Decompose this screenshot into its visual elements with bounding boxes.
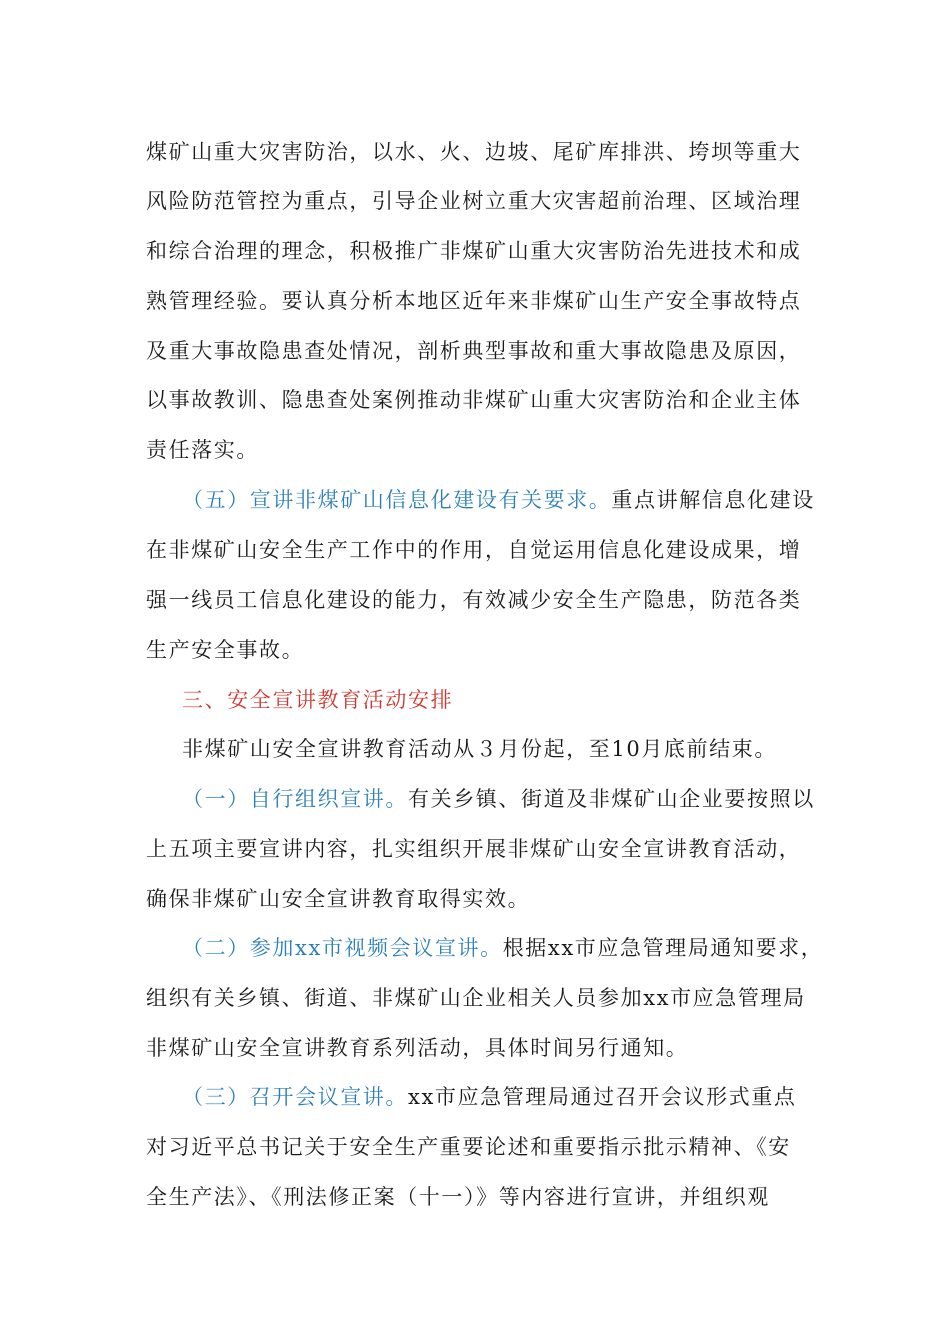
section-heading-3: （三）召开会议宣讲。 <box>182 1085 408 1109</box>
body-line: 非煤矿山安全宣讲教育活动从３月份起，至10月底前结束。 <box>182 737 777 761</box>
body-line: 煤矿山重大灾害防治，以水、火、边坡、尾矿库排洪、垮坝等重大 <box>146 140 802 164</box>
body-line: 及重大事故隐患查处情况，剖析典型事故和重大事故隐患及原因， <box>146 339 802 363</box>
body-line: 上五项主要宣讲内容，扎实组织开展非煤矿山安全宣讲教育活动， <box>146 837 802 861</box>
body-line: 在非煤矿山安全生产工作中的作用，自觉运用信息化建设成果，增 <box>146 538 802 562</box>
section-paragraph-3: （三）召开会议宣讲。xx市应急管理局通过召开会议形式重点 <box>182 1085 797 1109</box>
body-line: 确保非煤矿山安全宣讲教育取得实效。 <box>146 887 531 911</box>
body-line: 对习近平总书记关于安全生产重要论述和重要指示批示精神、《安 <box>146 1135 791 1159</box>
body-line: 生产安全事故。 <box>146 638 305 662</box>
body-line: 强一线员工信息化建设的能力，有效减少安全生产隐患，防范各类 <box>146 588 802 612</box>
body-line: 风险防范管控为重点，引导企业树立重大灾害超前治理、区域治理 <box>146 189 802 213</box>
section-heading-2: （二）参加xx市视频会议宣讲。 <box>182 936 503 960</box>
body-line: 责任落实。 <box>146 438 259 462</box>
section-paragraph-1: （一）自行组织宣讲。有关乡镇、街道及非煤矿山企业要按照以 <box>182 787 815 811</box>
section-paragraph-5: （五）宣讲非煤矿山信息化建设有关要求。重点讲解信息化建设 <box>182 488 815 512</box>
body-line: 非煤矿山安全宣讲教育系列活动，具体时间另行通知。 <box>146 1036 689 1060</box>
body-line: 熟管理经验。要认真分析本地区近年来非煤矿山生产安全事故特点 <box>146 289 802 313</box>
body-line: 全生产法》、《刑法修正案（十一）》等内容进行宣讲，并组织观 <box>146 1185 770 1209</box>
section-heading-1: （一）自行组织宣讲。 <box>182 787 408 811</box>
chapter-heading-3: 三、安全宣讲教育活动安排 <box>182 688 454 712</box>
body-line: 组织有关乡镇、街道、非煤矿山企业相关人员参加xx市应急管理局 <box>146 986 806 1010</box>
body-line: 以事故教训、隐患查处案例推动非煤矿山重大灾害防治和企业主体 <box>146 388 802 412</box>
body-line: 和综合治理的理念，积极推广非煤矿山重大灾害防治先进技术和成 <box>146 239 802 263</box>
section-paragraph-2: （二）参加xx市视频会议宣讲。根据xx市应急管理局通知要求， <box>182 936 824 960</box>
section-heading-5: （五）宣讲非煤矿山信息化建设有关要求。 <box>182 488 612 512</box>
